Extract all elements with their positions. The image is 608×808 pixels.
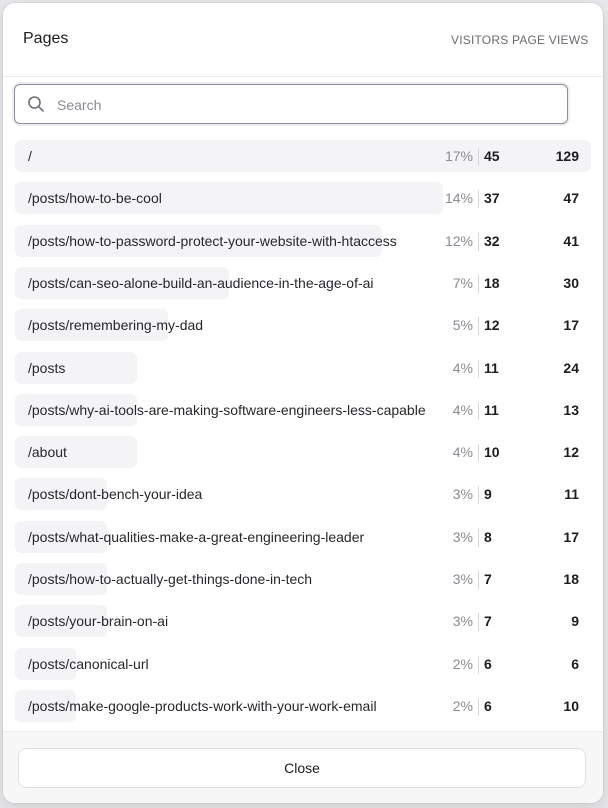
column-divider [478,656,479,674]
modal-header [3,3,603,77]
search-box[interactable] [14,84,568,124]
page-view-count: 30 [563,275,579,291]
column-divider [478,698,479,716]
visitor-percent: 3% [452,486,473,502]
column-divider [478,486,479,504]
visitor-percent: 4% [452,402,473,418]
visitor-percent: 3% [452,613,473,629]
visitor-count: 10 [484,444,500,460]
page-path: /posts/make-google-products-work-with-your-work-email [28,698,377,714]
page-view-count: 129 [555,148,579,164]
page-view-count: 24 [563,360,579,376]
page-row[interactable] [3,521,603,555]
page-path: /posts/can-seo-alone-build-an-audience-in-the-age-of-ai [28,275,374,291]
visitor-count: 37 [484,190,500,206]
page-row[interactable] [3,394,603,428]
page-view-count: 6 [571,656,579,672]
visitor-percent: 5% [452,317,473,333]
visitor-count: 18 [484,275,500,291]
visitor-percent: 3% [452,571,473,587]
visitor-count: 12 [484,317,500,333]
visitors-column-header[interactable]: VISITORS [451,33,509,47]
visitor-count: 32 [484,233,500,249]
page-view-count: 41 [563,233,579,249]
page-row[interactable] [3,605,603,639]
page-path: /posts/how-to-be-cool [28,190,162,206]
page-view-count: 18 [563,571,579,587]
visitor-percent: 2% [452,656,473,672]
visitor-count: 45 [484,148,500,164]
modal-title: Pages [23,30,69,47]
visitor-count: 11 [484,360,499,376]
page-view-count: 10 [563,698,579,714]
page-path: /posts/what-qualities-make-a-great-engineering-leader [28,529,365,545]
column-divider [478,360,479,378]
column-divider [478,571,479,589]
page-row[interactable] [3,478,603,512]
page-path: /about [28,444,67,460]
page-path: /posts/remembering-my-dad [28,317,204,333]
page-row[interactable] [3,140,603,174]
page-path: /posts/canonical-url [28,656,149,672]
column-divider [478,317,479,335]
page-path: /posts [28,360,66,376]
column-divider [478,613,479,631]
visitor-percent: 4% [452,444,473,460]
page-path: /posts/dont-bench-your-idea [28,486,203,502]
page-row[interactable] [3,309,603,343]
page-row[interactable] [3,182,603,216]
visitor-count: 9 [484,486,492,502]
visitor-percent: 3% [452,529,473,545]
page-view-count: 12 [563,444,579,460]
visitor-percent: 12% [444,233,473,249]
visitor-count: 7 [484,613,492,629]
search-icon [27,95,45,113]
visitor-percent: 14% [444,190,473,206]
column-divider [478,148,479,166]
column-divider [478,190,479,208]
close-button[interactable]: Close [18,748,586,788]
page-view-count: 17 [563,317,579,333]
visitor-count: 6 [484,698,492,714]
column-divider [478,529,479,547]
visitor-percent: 2% [452,698,473,714]
page-row[interactable] [3,690,603,724]
page-row[interactable] [3,225,603,259]
column-divider [478,444,479,462]
column-divider [478,402,479,420]
page-view-count: 11 [564,486,579,502]
column-divider [478,275,479,293]
page-row[interactable] [3,563,603,597]
page-row[interactable] [3,352,603,386]
page-row[interactable] [3,436,603,470]
page-view-count: 47 [563,190,579,206]
modal-footer [3,731,603,803]
visitor-count: 11 [484,402,499,418]
page-path: /posts/how-to-actually-get-things-done-in-tech [28,571,313,587]
visitor-percent: 4% [452,360,473,376]
page-view-count: 17 [563,529,579,545]
page-path: /posts/your-brain-on-ai [28,613,169,629]
pages-list [3,135,603,731]
visitor-count: 7 [484,571,492,587]
page-view-count: 9 [571,613,579,629]
page-views-column-header[interactable]: PAGE VIEWS [512,33,589,47]
visitor-count: 6 [484,656,492,672]
visitor-percent: 7% [452,275,473,291]
visitor-count: 8 [484,529,492,545]
page-path: /posts/how-to-password-protect-your-website-with-htaccess [28,233,397,249]
pages-modal [3,3,603,803]
page-path: /posts/why-ai-tools-are-making-software-engineers-less-capable [28,402,426,418]
column-divider [478,233,479,251]
search-input[interactable] [55,85,559,125]
page-row[interactable] [3,267,603,301]
visitor-percent: 17% [444,148,473,164]
page-view-count: 13 [563,402,579,418]
page-path: / [28,148,32,164]
page-row[interactable] [3,648,603,682]
